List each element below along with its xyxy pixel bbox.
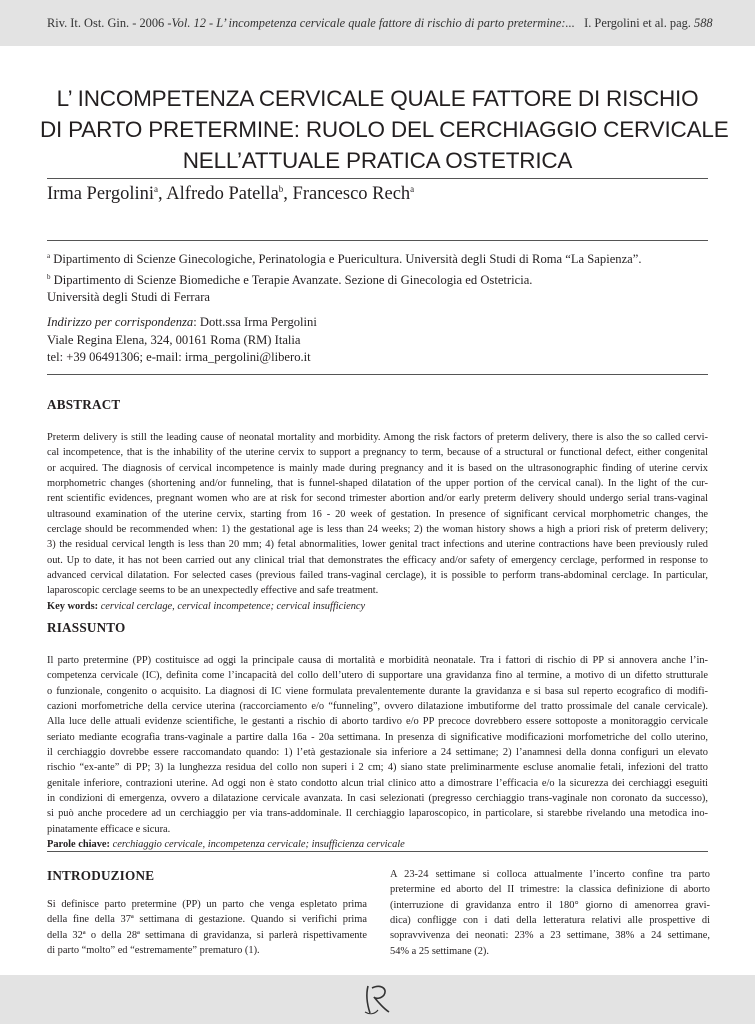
author-name: Francesco Rech — [292, 184, 411, 205]
author-list — [47, 184, 414, 205]
correspondence-person: : Dott.ssa Irma Pergolini — [193, 315, 317, 329]
text-line: in condizioni di emergenza, ovvero a dilatazione cervicale avanzata. In casi selezionati (pregresso cerchiaggio trans-vaginale non coronato da successo), — [47, 793, 708, 805]
text-line: di parto “molto” ed “estremamente” prematuro (1). — [47, 945, 260, 957]
intro-right-column — [390, 867, 710, 959]
keywords-label: Key words: — [47, 600, 99, 612]
author-affil-mark: b — [278, 184, 284, 194]
riassunto-heading: RIASSUNTO — [47, 620, 126, 635]
riassunto-body — [47, 653, 708, 852]
page-number: 588 — [694, 16, 713, 30]
text-line: Preterm delivery is still the leading cause of neonatal mortality and morbidity. Among the risk factors of preterm delivery, there is also the so called cervi- — [47, 432, 708, 443]
text-line: il cerchiaggio dovrebbe essere raccomandato quando: 1) l’età gestazionale sia inferiore a 24 settimane; 2) l’anamnesi della donna configuri un elevato — [47, 747, 708, 759]
affil-mark: b — [47, 272, 51, 281]
text-line: cazioni morfometriche della cervice uterina (raccorciamento e/o “funneling”, ovvero dilatazione imbutiforme del tratto prossimale del canale cervicale). — [47, 701, 708, 713]
introduzione-heading: INTRODUZIONE — [47, 868, 155, 883]
authors-page: I. Pergolini et al. pag. — [584, 16, 691, 30]
affiliation-b-cont: Università degli Studi di Ferrara — [47, 290, 210, 305]
abstract-keywords — [47, 599, 708, 614]
affiliation-b — [47, 269, 708, 290]
abstract-body — [47, 430, 708, 614]
text-line: 54% a 25 settimane (2). — [390, 945, 489, 957]
text-line: competenza cervicale (IC), definita come l’incapacità del collo dell’utero di supportare una gravidanza fino al termine, a motivo di un difetto strutturale — [47, 670, 708, 682]
volume: Vol. 12 — [171, 16, 206, 30]
text-line: rent scientific evidences, pregnant women who are at risk for second trimester abortion and/or early preterm delivery should undergo serial trans-vaginal — [47, 493, 708, 505]
text-line: rischio “ex-ante” di PP; 3) la lunghezza residua del collo non superi i 2 cm; 4) siano state preliminarmente escluse anomalie fetali, infezioni del tratto — [47, 762, 708, 774]
author-affil-mark: a — [410, 184, 415, 194]
affiliation-a — [47, 248, 708, 269]
keywords-text: cerchiaggio cervicale, incompetenza cervicale; insufficienza cervicale — [110, 839, 405, 851]
text-line: della fine della 37ª settimana di gestazione. Quando si verifichi prima — [47, 914, 367, 926]
author-affil-mark: a — [154, 184, 159, 194]
text-line: ultrasound examination of the uterine cervix, starting from 16 - 20 week of gestation. In presence of significant cervical morphometric changes, the — [47, 508, 708, 520]
text-line: or acquired. The diagnosis of cervical incompetence is mainly made during pregnancy and it is based on the ultrasonographic finding of uterine cervix — [47, 462, 708, 474]
title-line: NELL’ATTUALE PRATICA OSTETRICA — [182, 148, 573, 173]
author-separator: , — [283, 184, 293, 205]
text-line: Alla luce delle attuali evidenze scientifiche, le gestanti a rischio di aborto tardivo e/o PP precoce dovrebbero essere sottoposte a monitoraggio cervicale — [47, 716, 708, 728]
text-line: laparoscopic cerclage seems to be an unexpectedly effective and safe treatment. — [47, 585, 379, 597]
journal-ref: Riv. It. Ost. Gin. - 2006 - — [47, 16, 172, 30]
divider — [47, 178, 708, 179]
text-line: sopravvivenza dei neonati: 23% a 23 settimane, 38% a 24 settimane, — [390, 930, 710, 942]
affiliations — [47, 248, 708, 307]
text-line: Il parto pretermine (PP) costituisce ad oggi la principale causa di mortalità e morbidità neonatale. Tra i fattori di rischio di PP si annovera anche l’in- — [47, 655, 708, 666]
author-name: Irma Pergolini — [47, 184, 155, 205]
title-line: DI PARTO PRETERMINE: RUOLO DEL CERCHIAGGIO CERVICALE — [40, 117, 729, 142]
author-separator: , — [158, 184, 167, 205]
text-line: della 32ª o della 28ª settimana di gravidanza, si parlerà rispettivamente — [47, 929, 367, 941]
text-line: advanced cervical dilatation. For selected cases (previous failed trans-vaginal cerclage), it is possible to perform trans-abdominal cerclage. In particular, — [47, 570, 708, 582]
text-line: si può anche procedere ad un cerchiaggio per via trans-addominale. Il cerchiaggio laparoscopico, in particolare, si starebbe rivelando una metodica ino- — [47, 808, 708, 820]
correspondence — [47, 314, 708, 367]
affil-mark: a — [47, 252, 51, 260]
correspondence-contact: tel: +39 06491306; e-mail: irma_pergolini@libero.it — [47, 350, 311, 364]
divider — [47, 851, 708, 852]
text-line: cal incompetence, that is the inhability of the uterine cervix to support a pregnancy to term, because of a structural or functional defect, either congenital — [47, 447, 708, 459]
text-line: out. Up to date, it has not been carried out any clinical trial that demonstrates the efficacy and/or safety of emergency cerclage, performed in response to — [47, 554, 708, 566]
text-line: dica) confligge con i dati della letteratura relativi alle prospettive di — [390, 915, 710, 927]
correspondence-label: Indirizzo per corrispondenza — [47, 315, 194, 329]
text-line: o funzionale, congenito o acquisito. La diagnosi di IC viene formulata prevalentemente durante la gravidanza e si basa sul reperto ecografico di modifi- — [47, 685, 708, 697]
text-line: morphometric changes (shortening and/or funneling, that is funnel-shaped dilatation of the upper portion of the cervical canal). In the light of the cur- — [47, 478, 708, 490]
text-line: 3) the residual cervical length is less than 20 mm; 4) fetal abnormalities, lower genital tract infections and uterine contractions have been previously ruled — [47, 539, 708, 551]
intro-left-column — [47, 897, 367, 958]
text-line: seriato mediante ecografia trans-vaginale a partire dalla 16a - 20a settimana. In presenza di significative modificazioni morfometriche del collo uterino, — [47, 731, 708, 743]
correspondence-address: Viale Regina Elena, 324, 00161 Roma (RM) Italia — [47, 332, 301, 347]
affil-text: Dipartimento di Scienze Biomediche e Terapie Avanzate. Sezione di Ginecologia ed Ostetricia. — [50, 272, 533, 287]
affil-text: Dipartimento di Scienze Ginecologiche, Perinatologia e Puericultura. Università degli Studi di Roma “La Sapienza”. — [50, 252, 642, 267]
abstract-heading: ABSTRACT — [47, 397, 121, 412]
journal-monogram-icon — [362, 982, 392, 1016]
article-title — [40, 83, 729, 176]
running-header — [0, 0, 755, 46]
text-line: genitale inferiore, contrazioni uterine. Ad oggi non è stato condotto alcun trial clinico atto a dimostrare l’efficacia e/o la sicurezza dei cerchiaggi eseguiti — [47, 777, 708, 789]
keywords-label: Parole chiave: — [47, 839, 110, 851]
text-line: cerclage should be recommended when: 1) the gestational age is less than 24 weeks; 2) the woman history shows a high a priori risk of preterm delivery; — [47, 524, 708, 536]
text-line: Si definisce parto pretermine (PP) un parto che venga espletato prima — [47, 899, 367, 910]
divider — [47, 374, 708, 375]
text-line: A 23-24 settimane si colloca attualmente l’incerto confine tra parto — [390, 869, 710, 880]
keywords-text: cervical cerclage, cervical incompetence; cervical insufficiency — [98, 600, 366, 612]
title-line: L’ INCOMPETENZA CERVICALE QUALE FATTORE DI RISCHIO — [56, 86, 699, 111]
author-name: Alfredo Patella — [166, 184, 279, 205]
divider — [47, 240, 708, 241]
text-line: (interruzione di gravidanza entro il 180° giorno di amenorrea gravi- — [390, 899, 710, 911]
short-title: - L’ incompetenza cervicale quale fattore di rischio di parto pretermine:... — [205, 16, 575, 30]
text-line: pinatamente efficace e sicura. — [47, 823, 171, 835]
correspondence-name — [47, 314, 708, 332]
text-line: pretermine ed aborto del II trimestre: la classica definizione di aborto — [390, 884, 710, 896]
